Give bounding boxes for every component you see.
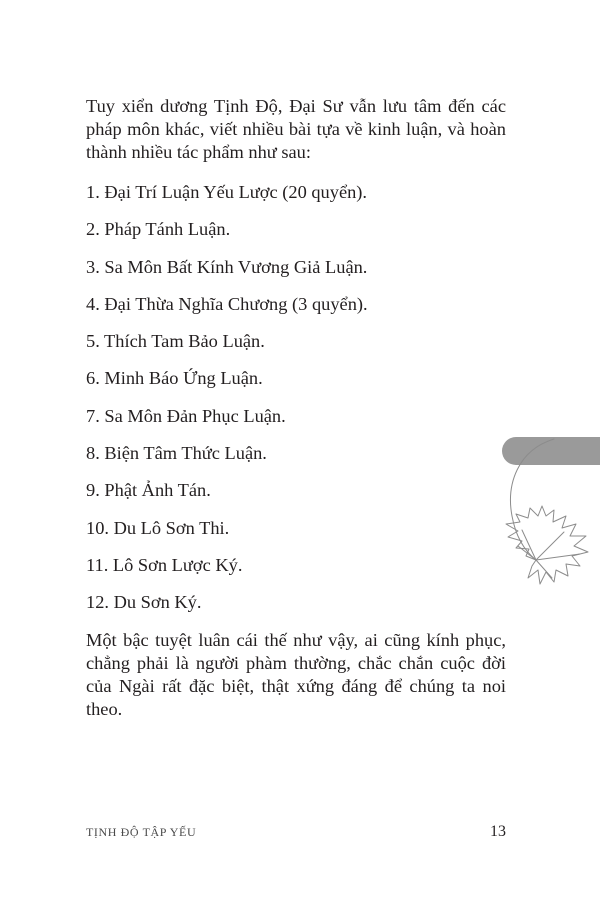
closing-paragraph: Một bậc tuyệt luân cái thế như vậy, ai cũng kính phục, chẳng phải là người phàm thường, chắc chắn cuộc đời của Ngài rất đặc biệt, thật xứng đáng để chúng ta noi theo. xyxy=(86,630,506,719)
list-item: 12. Du Sơn Ký. xyxy=(86,592,202,613)
list-item: 1. Đại Trí Luận Yếu Lược (20 quyển). xyxy=(86,182,368,202)
list-item: 7. Sa Môn Đản Phục Luận. xyxy=(86,405,286,426)
running-title: TỊNH ĐỘ TẬP YẾU xyxy=(86,825,197,839)
works-list xyxy=(86,174,368,622)
page-number: 13 xyxy=(490,823,506,840)
maple-leaf-icon xyxy=(496,436,600,616)
list-item: 2. Pháp Tánh Luận. xyxy=(86,219,231,240)
page-footer xyxy=(86,823,506,843)
intro-paragraph: Tuy xiển dương Tịnh Độ, Đại Sư vẫn lưu tâm đến các pháp môn khác, viết nhiều bài tựa về kinh luận, và hoàn thành nhiều tác phẩm như sau: xyxy=(86,96,506,162)
list-item: 8. Biện Tâm Thức Luận. xyxy=(86,443,267,464)
list-item: 5. Thích Tam Bảo Luận. xyxy=(86,331,265,352)
list-item: 10. Du Lô Sơn Thi. xyxy=(86,517,230,538)
list-item: 11. Lô Sơn Lược Ký. xyxy=(86,554,243,575)
list-item: 3. Sa Môn Bất Kính Vương Giả Luận. xyxy=(86,256,368,277)
list-item: 4. Đại Thừa Nghĩa Chương (3 quyển). xyxy=(86,293,368,314)
list-item: 6. Minh Báo Ứng Luận. xyxy=(86,368,263,389)
list-item: 9. Phật Ảnh Tán. xyxy=(86,480,211,501)
